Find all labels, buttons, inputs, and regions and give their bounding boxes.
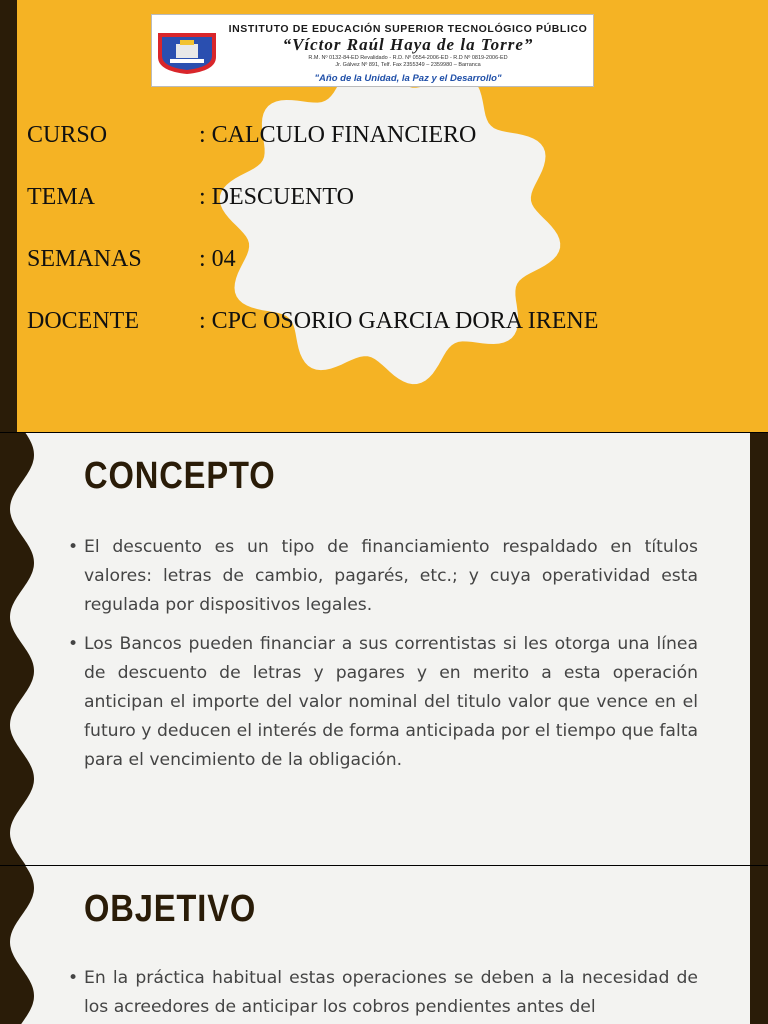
- info-key: TEMA: [27, 184, 95, 210]
- bullet-dot: •: [68, 968, 79, 988]
- concepto-bullet-list: [68, 533, 698, 785]
- list-item: [68, 630, 698, 775]
- bullet-text: Los Bancos pueden financiar a sus correntistas si les otorga una línea de descuento de letras y pagares y en merito a esta operación anticipan el importe del valor nominal del titulo valor que vence en el futuro y deducen el interés de forma anticipada por el tiempo que falta para el vencimiento de la obligación.: [84, 634, 698, 770]
- bullet-text: El descuento es un tipo de financiamiento respaldado en títulos valores: letras de cambio, pagarés, etc.; y cuya operatividad esta regulada por dispositivos legales.: [84, 537, 698, 615]
- info-value: : CPC OSORIO GARCIA DORA IRENE: [199, 308, 599, 334]
- info-key: DOCENTE: [27, 308, 139, 334]
- section-title-concepto: CONCEPTO: [84, 455, 276, 497]
- info-value: : 04: [199, 246, 236, 272]
- bullet-dot: •: [68, 537, 79, 557]
- objetivo-bullet-list: [68, 964, 698, 1024]
- bullet-text: En la práctica habitual estas operaciones se deben a la necesidad de los acreedores de anticipar los cobros pendientes antes del: [84, 968, 698, 1017]
- institute-header-banner: [151, 14, 594, 87]
- section-title-objetivo: OBJETIVO: [84, 888, 257, 930]
- right-dark-strip: [750, 866, 768, 1024]
- bullet-dot: •: [68, 634, 79, 654]
- institute-resolutions: R.M. Nº 0132-84-ED Revalidado - R.D. Nº 0554-2006-ED - R.D Nº 0819-2006-ED: [308, 55, 508, 61]
- objetivo-slide: [0, 866, 768, 1024]
- left-wavy-border: [0, 433, 50, 865]
- info-key: CURSO: [27, 122, 108, 148]
- institute-motto-name: “Víctor Raúl Haya de la Torre”: [282, 35, 534, 54]
- info-key: SEMANAS: [27, 246, 142, 272]
- year-motto: "Año de la Unidad, la Paz y el Desarrollo": [314, 73, 502, 84]
- institute-name: INSTITUTO DE EDUCACIÓN SUPERIOR TECNOLÓGICO PÚBLICO: [228, 23, 588, 35]
- institute-address: Jr. Gálvez Nº 891, Telf. Fax 2355349 – 2359980 – Barranca: [335, 62, 481, 68]
- list-item: [68, 964, 698, 1022]
- info-value: : CALCULO FINANCIERO: [199, 122, 477, 148]
- info-value: : DESCUENTO: [199, 184, 354, 210]
- institute-emblem-icon: [156, 29, 218, 75]
- title-slide: [0, 0, 768, 432]
- list-item: [68, 533, 698, 620]
- concepto-slide: [0, 433, 768, 865]
- right-dark-strip: [750, 433, 768, 865]
- left-wavy-border: [0, 866, 50, 1024]
